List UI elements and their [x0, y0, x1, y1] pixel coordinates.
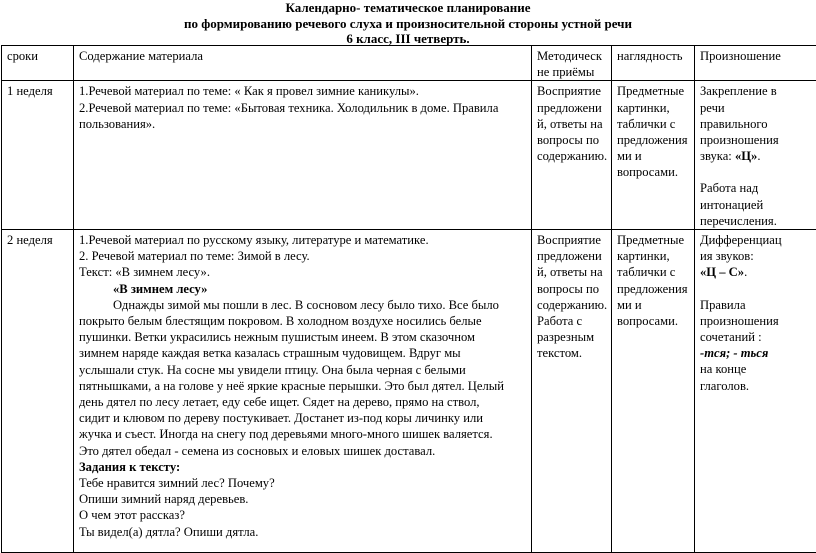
column-header-methods: Методическ не приёмы: [532, 46, 612, 81]
content-cell: 1.Речевой материал по теме: « Как я провел зимние каникулы». 2.Речевой материал по теме: «Бытовая техника. Холодильник в доме. Правила пользования».: [74, 81, 532, 230]
task-item: О чем этот рассказ?: [79, 507, 527, 523]
story-line: Это дятел обедал - семена из сосновых и еловых шишек доставал.: [79, 443, 527, 459]
task-item: Ты видел(а) дятла? Опиши дятла.: [79, 524, 527, 540]
target-sounds: «Ц – С»: [700, 265, 744, 279]
story-line: пятнышками, а на голове у неё яркие красные перышки. Это был дятел. Целый: [79, 378, 527, 394]
methods-cell: Восприятие предложени й, ответы на вопросы по содержанию. Работа с разрезным текстом.: [532, 230, 612, 553]
pronunciation-cell: Дифференциац ия звуков: «Ц – С». Правила произношения сочетаний : -тся; - ться на конце глаголов.: [695, 230, 816, 553]
table-row: [2, 81, 816, 230]
column-header-pronunciation: Произношение: [695, 46, 816, 81]
plan-table: [1, 45, 816, 553]
task-item: Тебе нравится зимний лес? Почему?: [79, 475, 527, 491]
week-cell: 1 неделя: [2, 81, 74, 230]
story-line: сидит и клювом по дереву постукивает. Достанет из-под коры личинку или: [79, 410, 527, 426]
story-line: день дятел по лесу летает, еду себе ищет. Сядет на дерево, прямо на ствол,: [79, 394, 527, 410]
page-header: [0, 0, 816, 47]
story-line: услышали стук. На сосне мы увидели птицу. Она была черная с белыми: [79, 362, 527, 378]
pronunciation-cell: Закрепление в речи правильного произношения звука: «Ц». Работа над интонацией перечисления.: [695, 81, 816, 230]
title-line-2: по формированию речевого слуха и произносительной стороны устной речи: [0, 16, 816, 32]
title-line-3: 6 класс, III четверть.: [0, 31, 816, 47]
visual-cell: Предметные картинки, таблички с предложения ми и вопросами.: [612, 230, 695, 553]
task-item: Опиши зимний наряд деревьев.: [79, 491, 527, 507]
column-header-visual: наглядность: [612, 46, 695, 81]
visual-cell: Предметные картинки, таблички с предложения ми и вопросами.: [612, 81, 695, 230]
week-cell: 2 неделя: [2, 230, 74, 553]
target-combinations: -тся; - ться: [700, 345, 816, 361]
methods-cell: Восприятие предложени й, ответы на вопросы по содержанию.: [532, 81, 612, 230]
story-line: зимнем наряде каждая ветка казалась страшным чудовищем. Вдруг мы: [79, 345, 527, 361]
title-line-1: Календарно- тематическое планирование: [0, 0, 816, 16]
tasks-title: Задания к тексту:: [79, 459, 527, 475]
story-line: Однажды зимой мы пошли в лес. В сосновом лесу было тихо. Все было: [79, 297, 527, 313]
table-header-row: [2, 46, 816, 81]
story-line: покрыто белым блестящим покровом. В холодном воздухе носились белые: [79, 313, 527, 329]
target-sound: «Ц»: [735, 149, 757, 163]
content-cell: 1.Речевой материал по русскому языку, литературе и математике. 2. Речевой материал по теме: Зимой в лесу. Текст: «В зимнем лесу». «В зимнем лесу» Однажды зимой мы пошли в лес. В сосновом лесу было тихо. Все было покрыто белым блестящим покровом. В холодном воздухе носились белые пушинки. Ветки украсились нежным пушистым инеем. В этом сказочном зимнем наряде каждая ветка казалась страшным чудовищем. Вдруг мы услышали стук. На сосне мы увидели птицу. Она была черная с белыми пятнышками, а на голове у неё яркие красные перышки. Это был дятел. Целый день дятел по лесу летает, еду себе ищет. Сядет на дерево, прямо на ствол, сидит и клювом по дереву постукивает. Достанет из-под коры личинку или жучка и съест. Иногда на снегу под деревьями много-много шишек валяется. Это дятел обедал - семена из сосновых и еловых шишек доставал. Задания к тексту: Тебе нравится зимний лес? Почему? Опиши зимний наряд деревьев. О чем этот рассказ? Ты видел(а) дятла? Опиши дятла.: [74, 230, 532, 553]
story-line: жучка и съест. Иногда на снегу под деревьями много-много шишек валяется.: [79, 426, 527, 442]
column-header-dates: сроки: [2, 46, 74, 81]
column-header-content: Содержание материала: [74, 46, 532, 81]
story-line: пушинки. Ветки украсились нежным пушистым инеем. В этом сказочном: [79, 329, 527, 345]
story-title: «В зимнем лесу»: [79, 281, 527, 297]
table-row: [2, 230, 816, 553]
